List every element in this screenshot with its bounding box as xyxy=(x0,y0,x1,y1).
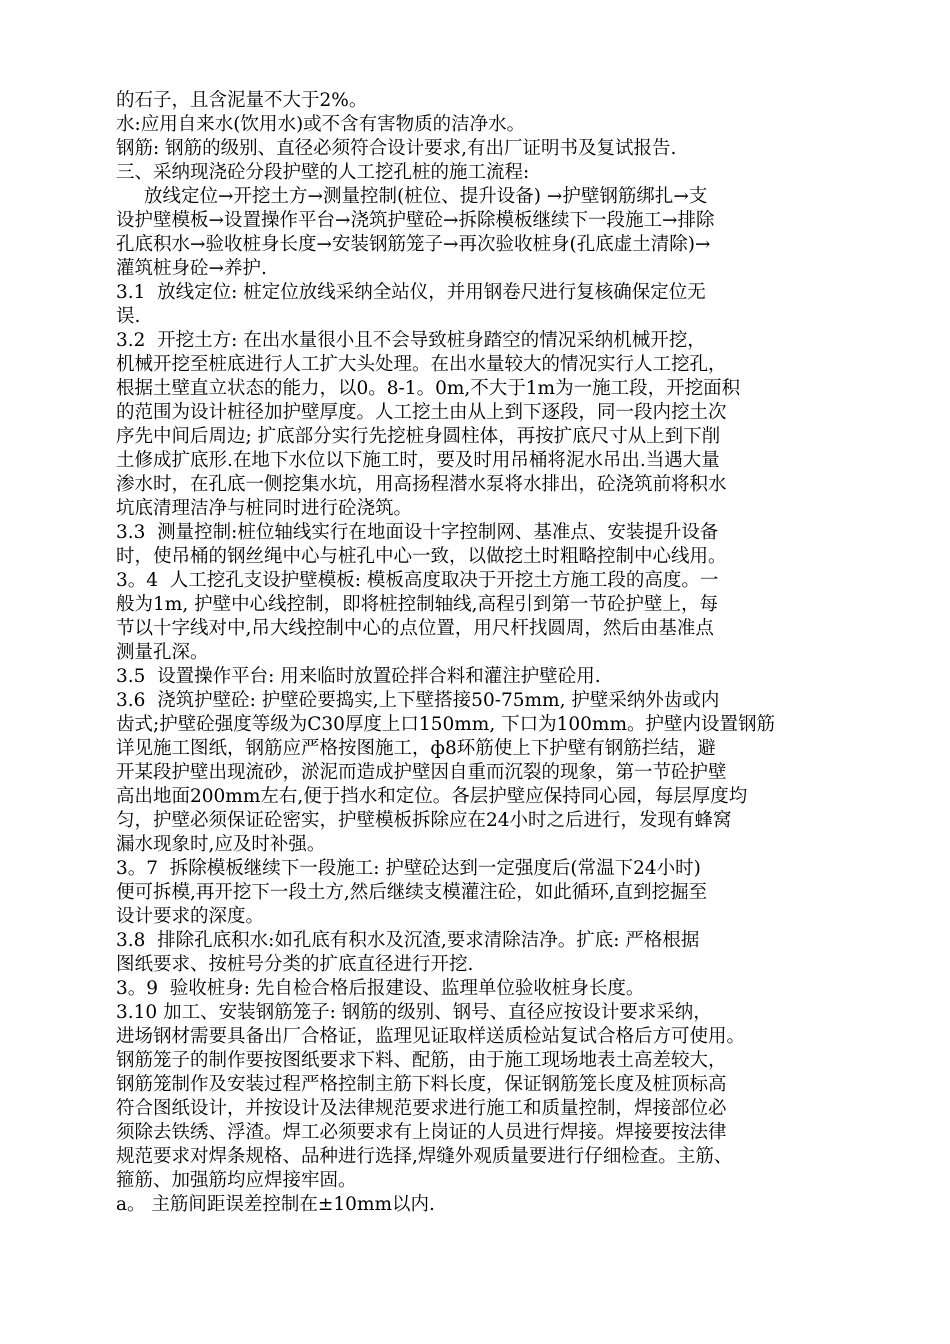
text-line: 须除去铁绣、浮渣。焊工必须要求有上岗证的人员进行焊接。焊接要按法律 xyxy=(116,1122,727,1143)
text-line: 3.8 排除孔底积水:如孔底有积水及沉渣,要求清除洁净。扩底: 严格根据 xyxy=(116,930,700,951)
text-line: 图纸要求、按桩号分类的扩底直径进行开挖. xyxy=(116,954,474,975)
text-line: 设计要求的深度。 xyxy=(116,906,265,927)
text-line: 序先中间后周边; 扩底部分实行先挖桩身圆柱体，再按扩底尺寸从上到下削 xyxy=(116,426,721,447)
text-line: 匀，护壁必须保证砼密实，护壁模板拆除应在24小时之后进行，发现有蜂窝 xyxy=(116,810,732,831)
text-line: 漏水现象时,应及时补强。 xyxy=(116,834,326,855)
section-heading: 三、采纳现浇砼分段护壁的人工挖孔桩的施工流程: xyxy=(116,162,530,183)
text-line: 钢筋: 钢筋的级别、直径必须符合设计要求,有出厂证明书及复试报告. xyxy=(116,138,677,159)
text-line: 误. xyxy=(116,306,141,327)
text-line: 3。9 验收桩身: 先自检合格后报建设、监理单位验收桩身长度。 xyxy=(116,978,645,999)
text-line: 的范围为设计桩径加护壁厚度。人工挖土由从上到下逐段，同一段内挖土次 xyxy=(116,402,727,423)
text-line: 箍筋、加强筋均应焊接牢固。 xyxy=(116,1170,357,1191)
text-line: 设护壁模板→设置操作平台→浇筑护壁砼→拆除模板继续下一段施工→排除 xyxy=(116,210,715,231)
text-line: 钢筋笼制作及安装过程严格控制主筋下料长度，保证钢筋笼长度及桩顶标高 xyxy=(116,1074,727,1095)
text-line: 齿式;护壁砼强度等级为C30厚度上口150mm, 下口为100mm。护壁内设置钢筋 xyxy=(116,714,775,735)
text-line: 时，使吊桶的钢丝绳中心与桩孔中心一致，以做挖土时粗略控制中心线用。 xyxy=(116,546,727,567)
text-line: 3.2 开挖土方: 在出水量很小且不会导致桩身踏空的情况采纳机械开挖， xyxy=(116,330,706,351)
text-line: 水:应用自来水(饮用水)或不含有害物质的洁净水。 xyxy=(116,114,526,135)
text-line: 3.6 浇筑护壁砼: 护壁砼要捣实,上下壁搭接50-75mm, 护壁采纳外齿或内 xyxy=(116,690,720,711)
text-line: 3.1 放线定位: 桩定位放线采纳全站仪，并用钢卷尺进行复核确保定位无 xyxy=(116,282,706,303)
text-line: 根据土壁直立状态的能力，以0。8-1。0m,不大于1m为一施工段，开挖面积 xyxy=(116,378,741,399)
text-line: 便可拆模,再开挖下一段土方,然后继续支模灌注砼，如此循环,直到挖掘至 xyxy=(116,882,708,903)
text-line: 渗水时，在孔底一侧挖集水坑，用高扬程潜水泵将水排出，砼浇筑前将积水 xyxy=(116,474,727,495)
text-line: 高出地面200mm左右,便于挡水和定位。各层护壁应保持同心园，每层厚度均 xyxy=(116,786,748,807)
text-line: 3.10 加工、安装钢筋笼子: 钢筋的级别、钢号、直径应按设计要求采纳， xyxy=(116,1002,712,1023)
text-line: 般为1m, 护壁中心线控制，即将桩控制轴线,高程引到第一节砼护壁上，每 xyxy=(116,594,718,615)
text-line: 符合图纸设计，并按设计及法律规范要求进行施工和质量控制，焊接部位必 xyxy=(116,1098,727,1119)
text-line: 孔底积水→验收桩身长度→安装钢筋笼子→再次验收桩身(孔底虚土清除)→ xyxy=(116,234,711,255)
text-line: 3。7 拆除模板继续下一段施工: 护壁砼达到一定强度后(常温下24小时) xyxy=(116,858,701,879)
text-line: 开某段护壁出现流砂，淤泥而造成护壁因自重而沉裂的现象，第一节砼护壁 xyxy=(116,762,727,783)
text-line: 节以十字线对中,吊大线控制中心的点位置，用尺杆找圆周，然后由基准点 xyxy=(116,618,714,639)
text-line: 3.3 测量控制:桩位轴线实行在地面设十字控制网、基准点、安装提升设备 xyxy=(116,522,719,543)
text-line: 土修成扩底形.在地下水位以下施工时，要及时用吊桶将泥水吊出.当遇大量 xyxy=(116,450,720,471)
text-line: 规范要求对焊条规格、品种进行选择,焊缝外观质量要进行仔细检查。主筋、 xyxy=(116,1146,733,1167)
text-line: 详见施工图纸，钢筋应严格按图施工，ф8环筋使上下护壁有钢筋拦结，避 xyxy=(116,738,716,759)
text-line: 的石子，且含泥量不大于2%。 xyxy=(116,90,368,111)
text-line: 测量孔深。 xyxy=(116,642,209,663)
document-body xyxy=(116,89,856,1217)
text-line: 3。4 人工挖孔支设护壁模板: 模板高度取决于开挖土方施工段的高度。一 xyxy=(116,570,719,591)
text-line: a。 主筋间距误差控制在±10mm以内. xyxy=(116,1194,435,1215)
text-line: 灌筑桩身砼→养护. xyxy=(116,258,267,279)
text-line: 机械开挖至桩底进行人工扩大头处理。在出水量较大的情况实行人工挖孔， xyxy=(116,354,727,375)
text-line: 坑底清理洁净与桩同时进行砼浇筑。 xyxy=(116,498,413,519)
text-line: 3.5 设置操作平台: 用来临时放置砼拌合料和灌注护壁砼用. xyxy=(116,666,601,687)
text-line: 钢筋笼子的制作要按图纸要求下料、配筋，由于施工现场地表土高差较大， xyxy=(116,1050,727,1071)
text-line: 放线定位→开挖土方→测量控制(桩位、提升设备) →护壁钢筋绑扎→支 xyxy=(144,186,708,207)
text-line: 进场钢材需要具备出厂合格证，监理见证取样送质检站复试合格后方可使用。 xyxy=(116,1026,746,1047)
